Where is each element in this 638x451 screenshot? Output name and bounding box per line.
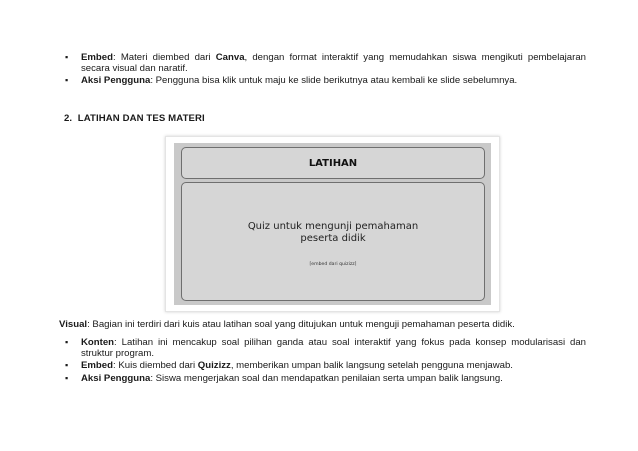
section-number: 2. bbox=[64, 113, 73, 124]
visual-text: : Bagian ini terdiri dari kuis atau latihan soal yang ditujukan untuk menguji pemahaman peserta didik. bbox=[87, 319, 515, 330]
top-bullet-list bbox=[59, 52, 586, 88]
bullet-item bbox=[59, 360, 586, 371]
bullet-term: Embed bbox=[81, 52, 113, 63]
slide-quiz-text-line1: Quiz untuk mengunji pemahaman bbox=[247, 221, 419, 232]
bullet-text: : Pengguna bisa klik untuk maju ke slide berikutnya atau kembali ke slide sebelumnya. bbox=[150, 75, 518, 87]
bullet-text: , dengan format interaktif yang memudahkan siswa mengikuti pembelajaran secara visual dan naratif. bbox=[81, 52, 586, 75]
bullet-item bbox=[59, 52, 586, 74]
bullet-item bbox=[59, 75, 586, 86]
bullet-term: Embed bbox=[81, 360, 113, 372]
bullet-text: , memberikan umpan balik langsung setelah pengguna menjawab. bbox=[230, 360, 513, 372]
visual-label: Visual bbox=[59, 319, 88, 330]
bullet-text: Canva bbox=[215, 52, 245, 63]
slide-content-box bbox=[181, 182, 485, 301]
bullet-text: : Siswa mengerjakan soal dan mendapatkan penilaian serta umpan balik langsung. bbox=[150, 372, 503, 384]
bullet-term: Aksi Pengguna bbox=[81, 372, 151, 384]
slide-quiz-text-line2: peserta didik bbox=[300, 233, 366, 244]
slide-title-box bbox=[181, 147, 485, 179]
section-title-text: LATIHAN DAN TES MATERI bbox=[77, 113, 205, 124]
embed-note: [embed dari quizizz] bbox=[309, 262, 357, 267]
bullet-term: Aksi Pengguna bbox=[81, 75, 151, 87]
section-heading bbox=[64, 113, 205, 124]
slide-quiz-text bbox=[182, 221, 484, 245]
visual-description bbox=[59, 319, 515, 330]
bullet-item bbox=[59, 337, 586, 359]
bullet-text: : Materi diembed dari bbox=[113, 52, 216, 63]
slide-title: LATIHAN bbox=[308, 157, 358, 169]
bullet-text: : Latihan ini mencakup soal pilihan ganda atau soal interaktif yang fokus pada konsep modularisasi dan struktur program. bbox=[81, 337, 586, 360]
bullet-text: : Kuis diembed dari bbox=[113, 360, 198, 372]
bullet-text: Quizizz bbox=[197, 360, 231, 372]
bullet-item bbox=[59, 373, 586, 384]
bullet-term: Konten bbox=[81, 337, 115, 348]
slide-canvas bbox=[174, 143, 491, 305]
embedded-slide-frame[interactable] bbox=[165, 136, 500, 312]
bottom-bullet-list bbox=[59, 337, 586, 385]
